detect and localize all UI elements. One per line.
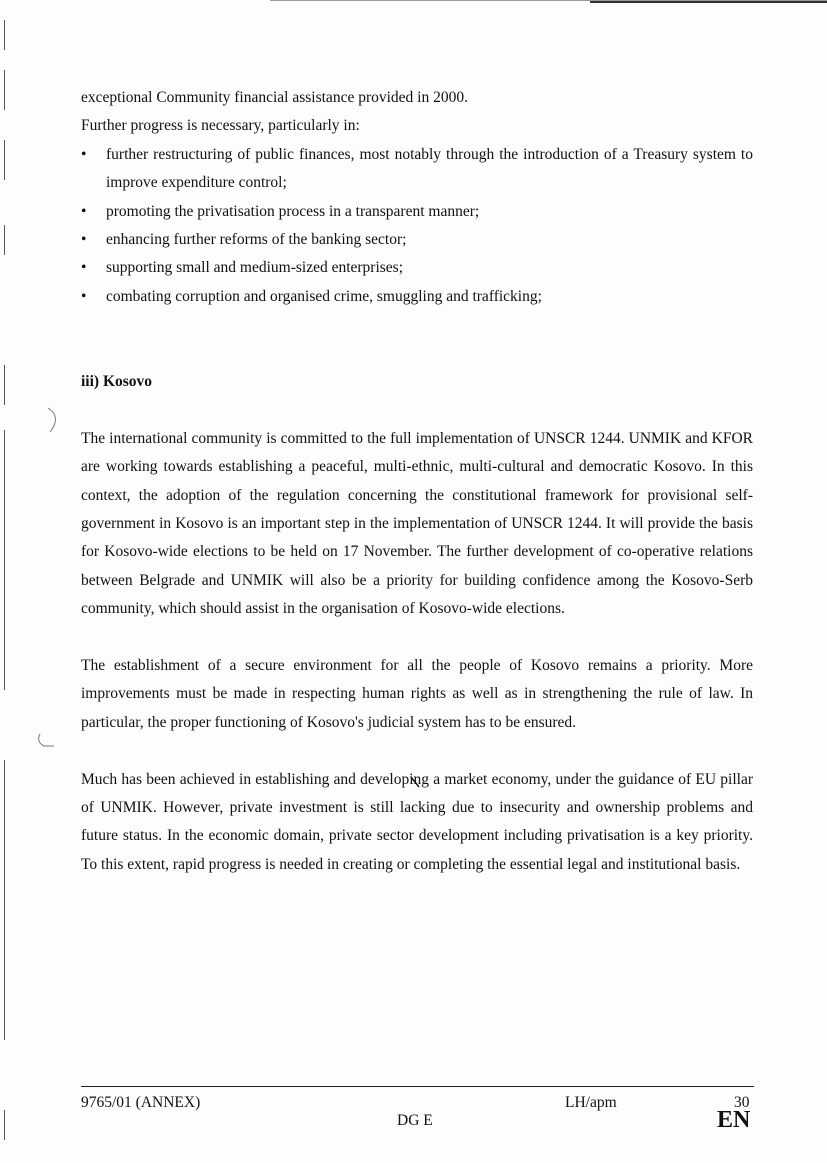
document-body: [81, 84, 753, 879]
list-item-text: supporting small and medium-sized enterprises;: [106, 259, 404, 277]
paragraph-kosovo-2: The establishment of a secure environment for all the people of Kosovo remains a priority. More improvements must be made in respecting human rights as well as in strengthening the rule of law. In particular, the proper functioning of Kosovo's judicial system has to be ensured.: [81, 657, 753, 731]
scan-edge-left: [4, 140, 5, 180]
scan-edge-left: [4, 430, 5, 690]
scan-edge-left: [4, 365, 5, 405]
scan-edge-left: [4, 1110, 5, 1140]
bullet-icon: •: [81, 231, 87, 249]
bullet-icon: •: [81, 259, 87, 277]
footer-doc-ref: 9765/01 (ANNEX): [81, 1094, 201, 1111]
bullet-icon: •: [81, 202, 87, 220]
list-item: [81, 141, 753, 198]
footer-page-number: 30: [734, 1094, 750, 1111]
footer-initials: LH/apm: [565, 1094, 617, 1111]
list-item-text: promoting the privatisation process in a transparent manner;: [106, 202, 480, 220]
footer-language: EN: [717, 1107, 751, 1133]
section-heading-kosovo: iii) Kosovo: [81, 373, 153, 391]
bullet-icon: •: [81, 287, 87, 305]
progress-bullet-list: [81, 141, 753, 311]
paragraph-intro-tail: exceptional Community financial assistance provided in 2000.: [81, 89, 468, 106]
list-item: [81, 198, 753, 226]
scan-edge-left: [4, 70, 5, 110]
scan-punch-hole-mark: [36, 405, 66, 435]
paragraph-kosovo-1: The international community is committed to the full implementation of UNSCR 1244. UNMIK and KFOR are working towards establishing a peaceful, multi-ethnic, multi-cultural and democratic Kosovo. In this context, the adoption of the regulation concerning the constitutional framework for provisional self-government in Kosovo is an important step in the implementation of UNSCR 1244. It will provide the basis for Kosovo-wide elections to be held on 17 November. The further development of co-operative relations between Belgrade and UNMIK will also be a priority for building confidence among the Kosovo-Serb community, which should assist in the organisation of Kosovo-wide elections.: [81, 429, 753, 618]
list-item-text: combating corruption and organised crime, smuggling and trafficking;: [106, 287, 542, 305]
paragraph-progress: Further progress is necessary, particularly in:: [81, 117, 360, 135]
footer-rule: [81, 1086, 754, 1087]
scan-edge-left: [4, 760, 5, 1040]
footer-directorate: DG E: [397, 1112, 433, 1129]
bullet-icon: •: [81, 145, 87, 163]
list-item-text: further restructuring of public finances, most notably through the introduction of a Treasury system to improve expenditure control;: [106, 145, 753, 192]
scan-punch-hole-mark: [32, 732, 62, 754]
scan-edge-left: [4, 20, 5, 50]
list-item: [81, 226, 753, 254]
list-item: [81, 283, 753, 311]
list-item-text: enhancing further reforms of the banking sector;: [106, 231, 407, 249]
list-item: [81, 254, 753, 282]
scan-edge-top-dark: [590, 1, 827, 3]
scan-edge-left: [4, 225, 5, 255]
paragraph-kosovo-3: Much has been achieved in establishing and developing a market economy, under the guidance of EU pillar of UNMIK. However, private investment is still lacking due to insecurity and ownership problems and future status. In the economic domain, private sector development including privatisation is a key priority. To this extent, rapid progress is needed in creating or completing the essential legal and institutional basis.: [81, 770, 753, 873]
